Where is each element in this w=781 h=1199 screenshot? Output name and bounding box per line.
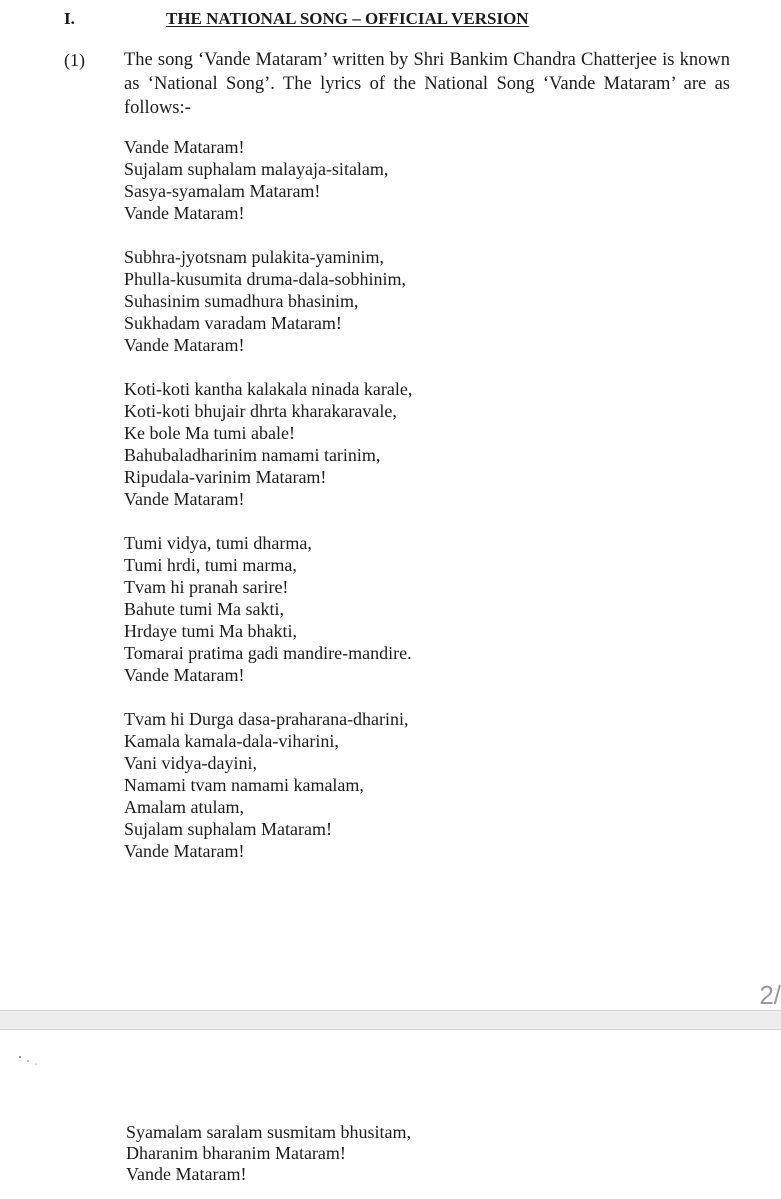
lyric-line: Vande Mataram! xyxy=(124,137,245,157)
stanza-4 xyxy=(124,532,724,686)
lyric-line: Dharanim bharanim Mataram! xyxy=(126,1143,346,1163)
lyric-line: Sujalam suphalam malayaja-sitalam, xyxy=(124,159,389,179)
lyric-line: Kamala kamala-dala-viharini, xyxy=(124,731,339,751)
page-number-indicator: 2/ xyxy=(759,980,781,1010)
lyric-line: Vande Mataram! xyxy=(124,841,245,861)
lyric-line: Koti-koti kantha kalakala ninada karale, xyxy=(124,379,413,399)
stanza-1 xyxy=(124,136,724,224)
lyric-line: Phulla-kusumita druma-dala-sobhinim, xyxy=(124,269,406,289)
stanza-3 xyxy=(124,378,724,510)
lyric-line: Bahubaladharinim namami tarinim, xyxy=(124,445,381,465)
lyric-line: Vande Mataram! xyxy=(124,489,245,509)
lyric-line: Sukhadam varadam Mataram! xyxy=(124,313,342,333)
lyric-line: Subhra-jyotsnam pulakita-yaminim, xyxy=(124,247,384,267)
lyric-line: Syamalam saralam susmitam bhusitam, xyxy=(126,1122,411,1142)
stanza-5 xyxy=(124,708,724,862)
lyrics-block xyxy=(124,136,724,862)
lyric-line: Suhasinim sumadhura bhasinim, xyxy=(124,291,359,311)
lyric-line: Amalam atulam, xyxy=(124,797,244,817)
paragraph-number: (1) xyxy=(64,50,85,70)
lyric-line: Namami tvam namami kamalam, xyxy=(124,775,364,795)
page-separator xyxy=(0,1010,781,1030)
lyric-line: Tvam hi pranah sarire! xyxy=(124,577,289,597)
section-heading: THE NATIONAL SONG – OFFICIAL VERSION xyxy=(166,9,529,28)
lyric-line: Vande Mataram! xyxy=(126,1164,247,1184)
lyric-line: Vande Mataram! xyxy=(124,203,245,223)
lyric-line: Tumi vidya, tumi dharma, xyxy=(124,533,312,553)
lyric-line: Vande Mataram! xyxy=(124,335,245,355)
lyric-line: Tvam hi Durga dasa-praharana-dharini, xyxy=(124,709,409,729)
scan-speck xyxy=(16,1054,46,1070)
lyric-line: Koti-koti bhujair dhrta kharakaravale, xyxy=(124,401,397,421)
lyric-line: Ke bole Ma tumi abale! xyxy=(124,423,295,443)
lyric-line: Hrdaye tumi Ma bhakti, xyxy=(124,621,297,641)
lyric-line: Tumi hrdi, tumi marma, xyxy=(124,555,297,575)
document-page-2 xyxy=(0,1030,781,1199)
lyric-line: Sujalam suphalam Mataram! xyxy=(124,819,332,839)
section-numeral: I. xyxy=(64,9,75,28)
lyric-line: Tomarai pratima gadi mandire-mandire. xyxy=(124,643,412,663)
lyrics-block-page-2 xyxy=(126,1122,726,1185)
lyric-line: Vani vidya-dayini, xyxy=(124,753,257,773)
lyric-line: Bahute tumi Ma sakti, xyxy=(124,599,284,619)
intro-paragraph: The song ‘Vande Mataram’ written by Shri Bankim Chandra Chatterjee is known as ‘National Song’. The lyrics of the National Song ‘Vande Mataram’ are as follows:- xyxy=(124,50,730,118)
lyric-line: Ripudala-varinim Mataram! xyxy=(124,467,327,487)
lyric-line: Sasya-syamalam Mataram! xyxy=(124,181,321,201)
stanza-2 xyxy=(124,246,724,356)
lyric-line: Vande Mataram! xyxy=(124,665,245,685)
